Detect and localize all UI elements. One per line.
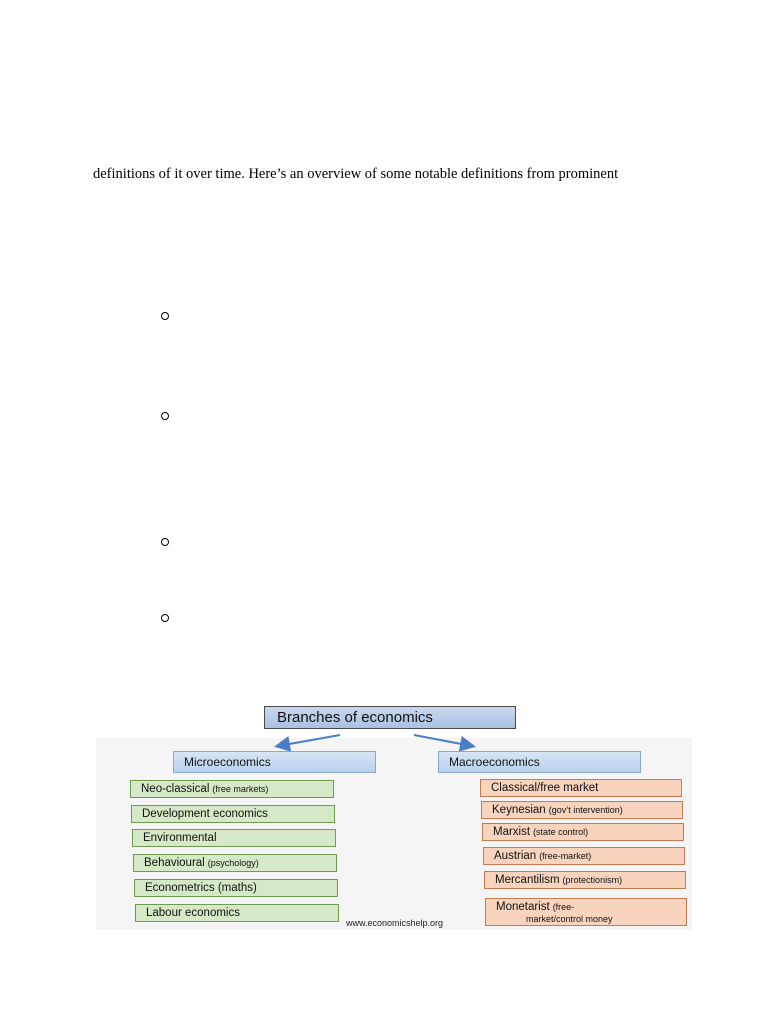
item-label: Econometrics (maths)	[145, 882, 257, 894]
arrow-to-microeconomics	[278, 735, 340, 746]
micro-item-labour	[135, 904, 339, 922]
item-note: (protectionism)	[562, 875, 623, 885]
item-label: Development economics	[142, 808, 268, 820]
item-label: Marxist	[493, 826, 531, 838]
item-note-continued: market/control money	[526, 914, 613, 924]
item-label: Labour economics	[146, 907, 240, 919]
macro-item-marxist	[482, 823, 684, 841]
macroeconomics-box: Macroeconomics	[438, 751, 641, 773]
micro-item-behavioural	[133, 854, 337, 872]
item-label: Environmental	[143, 832, 217, 844]
diagram-title: Branches of economics	[264, 706, 516, 729]
item-note: (free markets)	[212, 784, 269, 794]
item-first-line	[496, 901, 574, 913]
macro-item-mercantilism	[484, 871, 686, 889]
branches-of-economics-diagram	[96, 700, 692, 932]
item-label: Neo-classical	[141, 783, 210, 795]
list-bullet	[161, 312, 169, 320]
macro-item-classical	[480, 779, 682, 797]
body-text-line: definitions of it over time. Here’s an overview of some notable definitions from prominent	[93, 166, 619, 182]
micro-item-environmental	[132, 829, 336, 847]
macro-item-austrian	[483, 847, 685, 865]
micro-item-econometrics	[134, 879, 338, 897]
list-bullet	[161, 614, 169, 622]
macro-item-monetarist	[485, 898, 687, 926]
item-note: (psychology)	[207, 858, 259, 868]
item-label: Keynesian	[492, 804, 546, 816]
macro-item-keynesian	[481, 801, 683, 819]
item-note: (state control)	[533, 827, 589, 837]
item-label: Mercantilism	[495, 874, 560, 886]
item-note: (free-	[552, 902, 575, 912]
item-label: Austrian	[494, 850, 537, 862]
item-label: Monetarist	[496, 901, 550, 913]
item-label: Classical/free market	[491, 782, 599, 794]
micro-item-neo-classical	[130, 780, 334, 798]
item-note: (free-market)	[539, 851, 592, 861]
source-credit: www.economicshelp.org	[346, 918, 444, 928]
list-bullet	[161, 538, 169, 546]
list-bullet	[161, 412, 169, 420]
item-note: (gov’t intervention)	[548, 805, 623, 815]
microeconomics-box: Microeconomics	[173, 751, 376, 773]
micro-item-development	[131, 805, 335, 823]
item-label: Behavioural	[144, 857, 205, 869]
arrow-to-macroeconomics	[414, 735, 472, 746]
